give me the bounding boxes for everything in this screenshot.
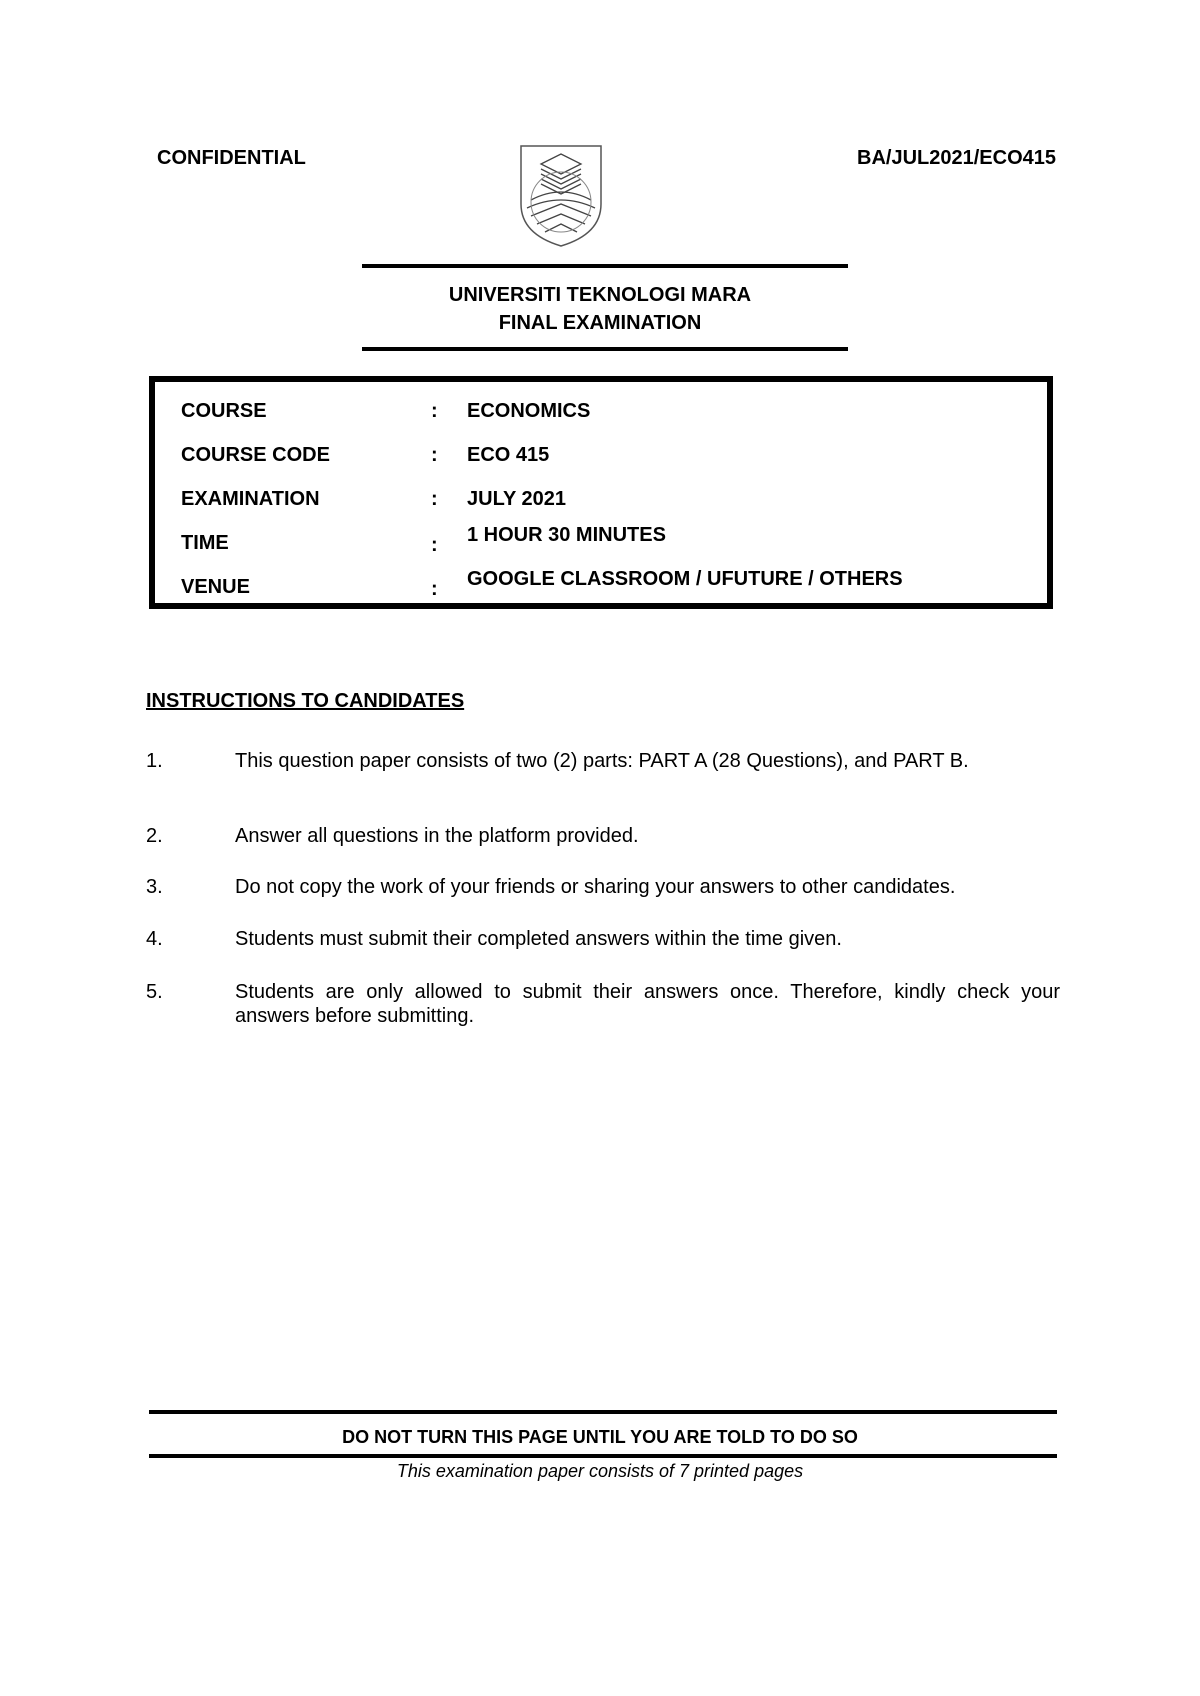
detail-separator: : (431, 578, 438, 600)
detail-label: VENUE (181, 576, 250, 598)
instruction-text: Do not copy the work of your friends or sharing your answers to other candidates. (235, 876, 956, 898)
detail-label: EXAMINATION (181, 488, 320, 510)
instruction-number: 2. (146, 825, 163, 847)
footer-bottom-rule (149, 1454, 1057, 1458)
instruction-text: This question paper consists of two (2) parts: PART A (28 Questions), and PART B. (235, 750, 969, 772)
detail-label: COURSE CODE (181, 444, 330, 466)
detail-separator: : (431, 444, 438, 466)
detail-separator: : (431, 488, 438, 510)
instruction-text: Students are only allowed to submit their answers once. Therefore, kindly check your answers before submitting. (235, 981, 1060, 1027)
instruction-number: 5. (146, 981, 163, 1003)
detail-separator: : (431, 534, 438, 556)
detail-value: JULY 2021 (467, 488, 566, 510)
instruction-number: 1. (146, 750, 163, 772)
instruction-item (146, 980, 1060, 1028)
instructions-heading: INSTRUCTIONS TO CANDIDATES (146, 690, 465, 712)
university-name: UNIVERSITI TEKNOLOGI MARA (448, 284, 752, 306)
university-crest-icon (517, 142, 605, 250)
page-count-note: This examination paper consists of 7 printed pages (396, 1461, 804, 1481)
instruction-text: Students must submit their completed answers within the time given. (235, 928, 842, 950)
footer-top-rule (149, 1410, 1057, 1414)
instruction-item (146, 875, 1060, 899)
exam-type-title: FINAL EXAMINATION (498, 312, 702, 334)
instruction-number: 4. (146, 928, 163, 950)
instruction-number: 3. (146, 876, 163, 898)
title-top-rule (362, 264, 848, 268)
instruction-item (146, 824, 1060, 848)
detail-label: COURSE (181, 400, 267, 422)
instruction-text: Answer all questions in the platform provided. (235, 825, 639, 847)
detail-value: GOOGLE CLASSROOM / UFUTURE / OTHERS (467, 568, 903, 590)
confidential-label: CONFIDENTIAL (157, 147, 306, 169)
course-details-box (149, 376, 1053, 609)
detail-value: ECONOMICS (467, 400, 591, 422)
detail-label: TIME (181, 532, 229, 554)
footer-warning: DO NOT TURN THIS PAGE UNTIL YOU ARE TOLD TO DO SO (342, 1427, 858, 1447)
detail-value: 1 HOUR 30 MINUTES (467, 524, 666, 546)
instruction-item (146, 749, 1060, 773)
detail-value: ECO 415 (467, 444, 550, 466)
detail-separator: : (431, 400, 438, 422)
exam-reference-code: BA/JUL2021/ECO415 (857, 147, 1056, 169)
instruction-item (146, 927, 1060, 951)
title-bottom-rule (362, 347, 848, 351)
